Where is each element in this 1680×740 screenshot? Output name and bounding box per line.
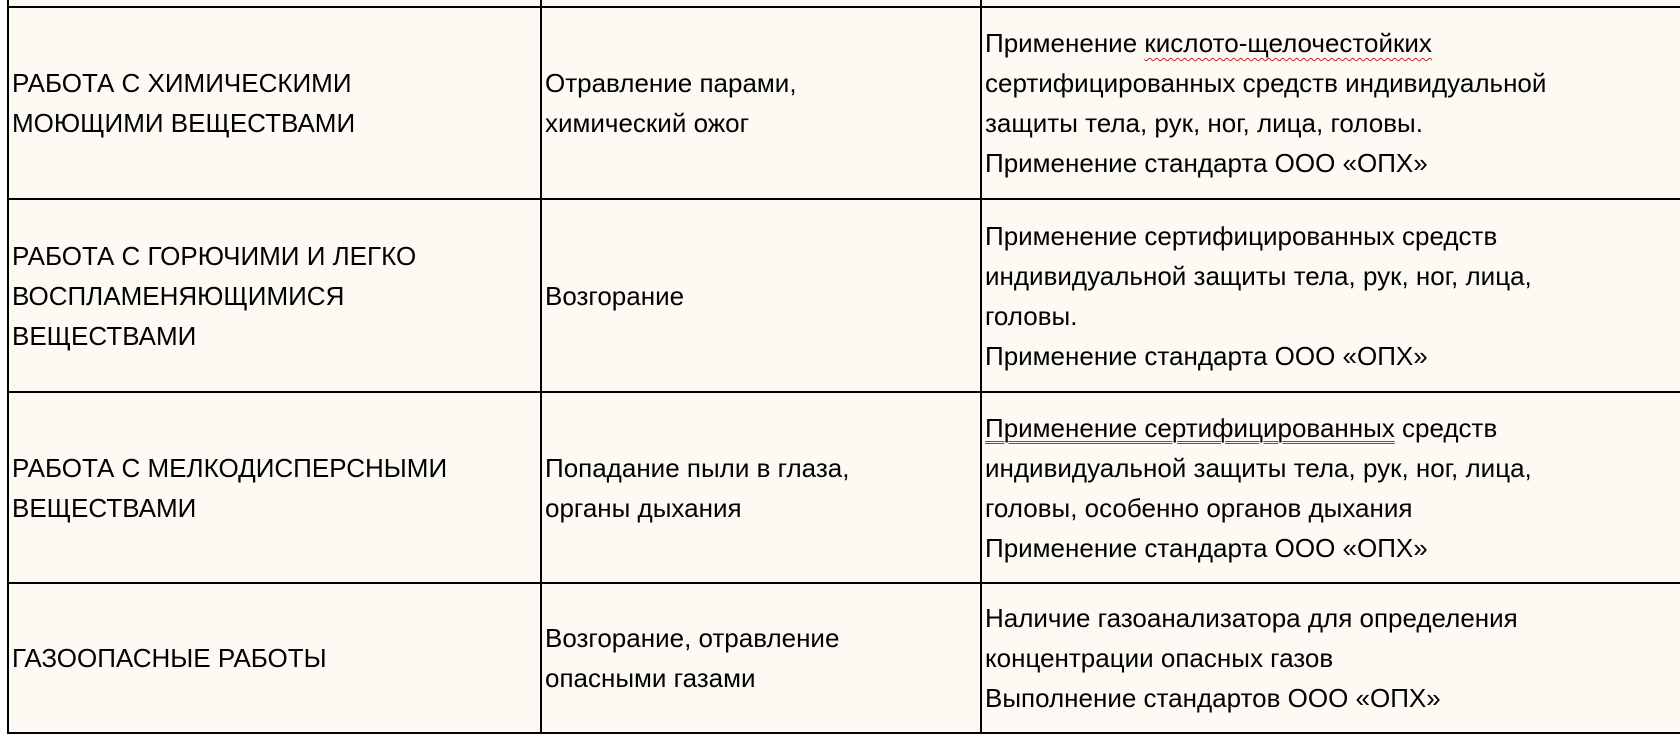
hazard-cell[interactable] (541, 7, 981, 199)
measures-line: Применение стандарта ООО «ОПХ» (985, 148, 1428, 178)
work-type-cell[interactable] (8, 392, 541, 583)
grammar-flagged-text[interactable]: Применение сертифицированных (985, 412, 1395, 443)
hazard-line: Возгорание, отравление (545, 623, 840, 653)
work-type-line: РАБОТА С ГОРЮЧИМИ И ЛЕГКО (12, 240, 417, 271)
measures-text: средств (1394, 412, 1498, 443)
measures-cell[interactable] (981, 583, 1680, 733)
hazard-cell[interactable] (541, 583, 981, 733)
table-cell (8, 0, 541, 7)
table-cell (541, 0, 981, 7)
work-type-line: РАБОТА С МЕЛКОДИСПЕРСНЫМИ (12, 452, 448, 483)
hazard-line: опасными газами (545, 663, 756, 693)
measures-line (985, 408, 1680, 448)
measures-line: концентрации опасных газов (985, 643, 1334, 673)
work-type-line: ВЕЩЕСТВАМИ (12, 492, 197, 523)
hazard-cell[interactable] (541, 199, 981, 392)
measures-line: индивидуальной защиты тела, рук, ног, лица, (985, 260, 1532, 291)
measures-line: Наличие газоанализатора для определения (985, 603, 1518, 633)
hazard-line: химический ожог (545, 108, 750, 138)
table-row (8, 7, 1680, 199)
measures-line: сертифицированных средств индивидуальной (985, 68, 1547, 98)
measures-text: Применение (985, 28, 1145, 58)
measures-cell[interactable] (981, 199, 1680, 392)
table-row-partial (8, 0, 1680, 7)
work-type-line: МОЮЩИМИ ВЕЩЕСТВАМИ (12, 108, 356, 138)
hazard-line: Попадание пыли в глаза, (545, 452, 850, 483)
measures-line: защиты тела, рук, ног, лица, головы. (985, 108, 1423, 138)
work-type-line: ВЕЩЕСТВАМИ (12, 320, 197, 351)
measures-line: Применение сертифицированных средств (985, 220, 1498, 251)
measures-line: Применение стандарта ООО «ОПХ» (985, 340, 1428, 371)
work-type-cell[interactable] (8, 199, 541, 392)
table-cell (981, 0, 1680, 7)
measures-cell[interactable] (981, 392, 1680, 583)
hazard-line: Возгорание (545, 280, 685, 311)
hazard-line: Отравление парами, (545, 68, 797, 98)
work-type-line: ВОСПЛАМЕНЯЮЩИМИСЯ (12, 280, 345, 311)
measures-cell[interactable] (981, 7, 1680, 199)
work-type-line: ГАЗООПАСНЫЕ РАБОТЫ (12, 643, 327, 673)
measures-line: индивидуальной защиты тела, рук, ног, лица, (985, 452, 1532, 483)
measures-line: Выполнение стандартов ООО «ОПХ» (985, 683, 1441, 713)
hazard-line: органы дыхания (545, 492, 742, 523)
work-type-cell[interactable] (8, 7, 541, 199)
measures-line: головы. (985, 300, 1078, 331)
spelling-flagged-word[interactable]: кислото-щелочестойких (1144, 28, 1432, 58)
measures-line: головы, особенно органов дыхания (985, 492, 1413, 523)
table-row (8, 392, 1680, 583)
table-row (8, 583, 1680, 733)
work-type-line: РАБОТА С ХИМИЧЕСКИМИ (12, 68, 352, 98)
measures-line: Применение стандарта ООО «ОПХ» (985, 532, 1428, 563)
work-type-cell[interactable] (8, 583, 541, 733)
hazard-cell[interactable] (541, 392, 981, 583)
table-row (8, 199, 1680, 392)
measures-line (985, 23, 1680, 63)
hazard-table (7, 0, 1680, 734)
